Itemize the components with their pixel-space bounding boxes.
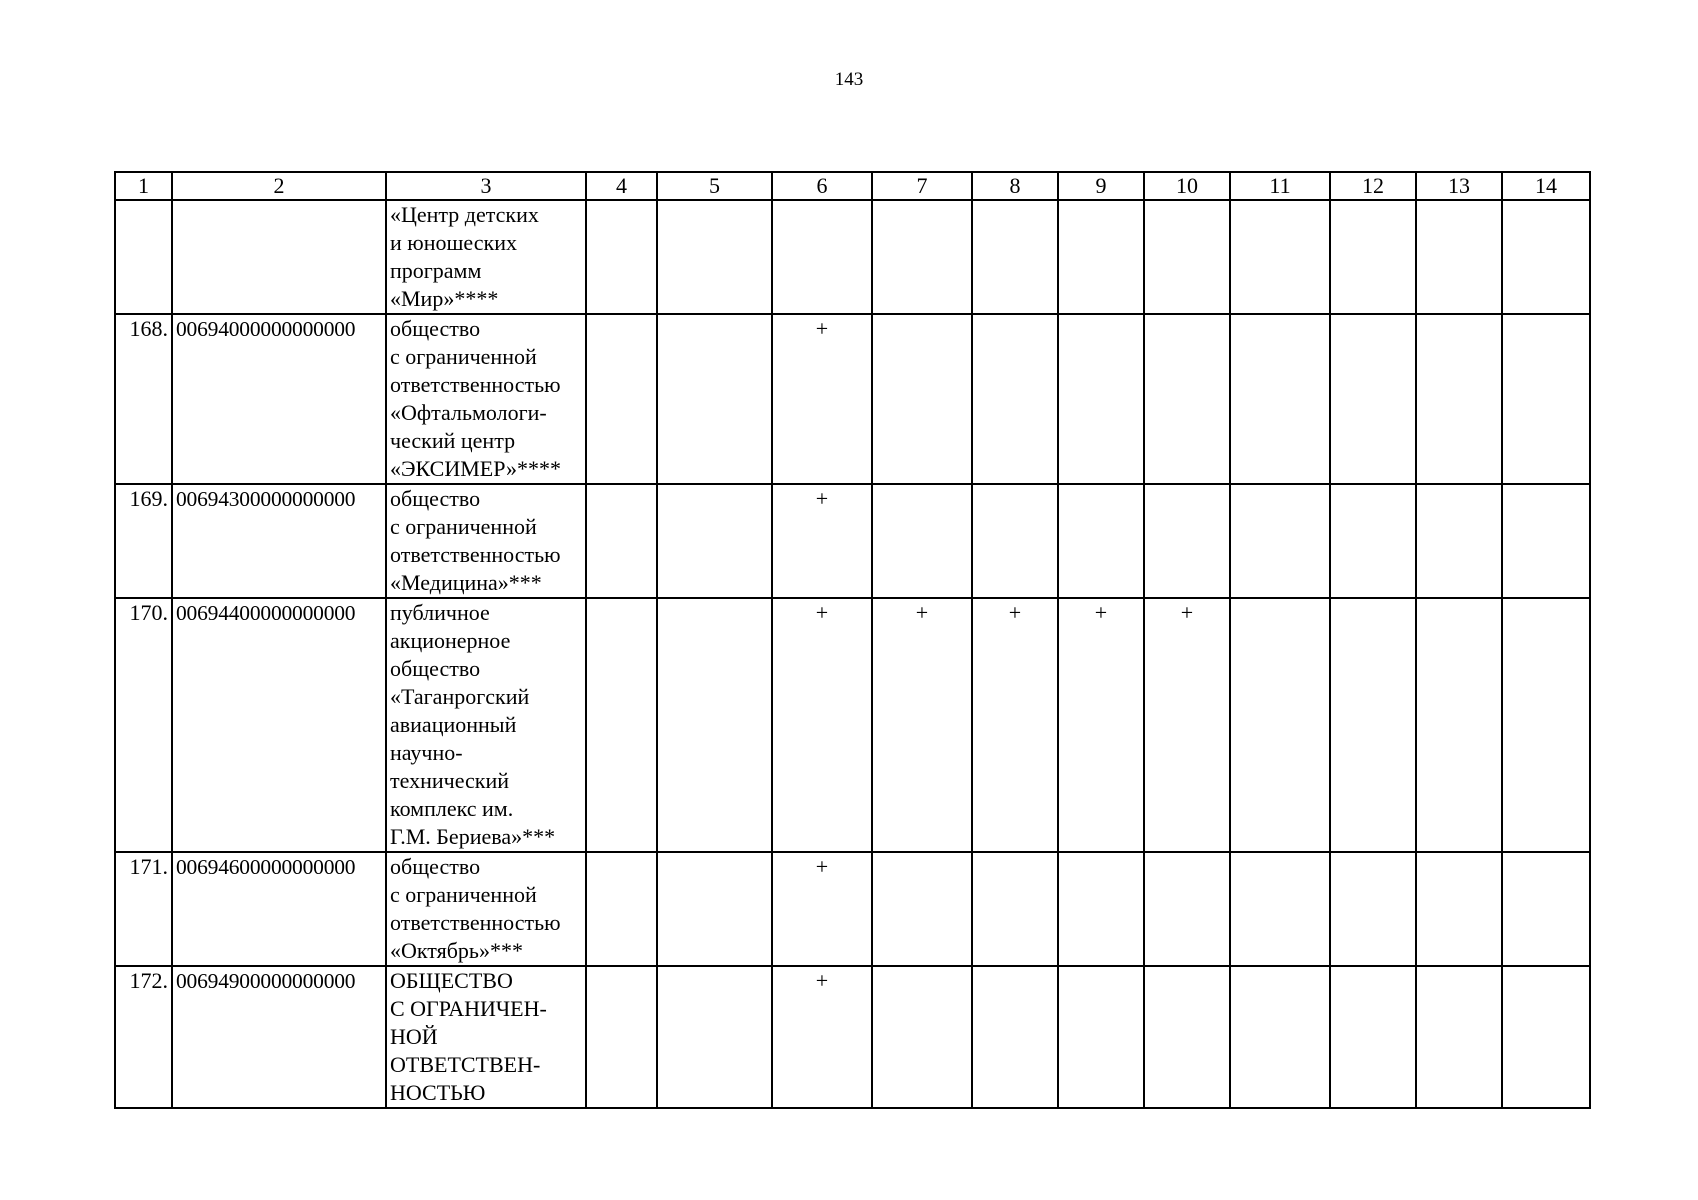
mark-cell-col-7: + xyxy=(872,598,972,852)
column-header-11: 11 xyxy=(1230,172,1330,200)
mark-cell-col-7 xyxy=(872,200,972,314)
row-number-cell: 171. xyxy=(115,852,172,966)
registry-code-cell xyxy=(172,200,386,314)
mark-cell-col-13 xyxy=(1416,314,1502,484)
mark-cell-col-10 xyxy=(1144,852,1230,966)
mark-cell-col-10 xyxy=(1144,966,1230,1108)
column-header-9: 9 xyxy=(1058,172,1144,200)
column-header-10: 10 xyxy=(1144,172,1230,200)
mark-cell-col-8 xyxy=(972,966,1058,1108)
mark-cell-col-13 xyxy=(1416,484,1502,598)
mark-cell-col-9 xyxy=(1058,852,1144,966)
mark-cell-col-14 xyxy=(1502,314,1590,484)
page-number: 143 xyxy=(834,69,864,90)
mark-cell-col-13 xyxy=(1416,200,1502,314)
registry-code-cell: 00694300000000000 xyxy=(172,484,386,598)
organization-name-cell: «Центр детских и юношеских программ «Мир»**** xyxy=(386,200,586,314)
mark-cell-col-4 xyxy=(586,314,657,484)
organization-name-cell: ОБЩЕСТВО С ОГРАНИЧЕН- НОЙ ОТВЕТСТВЕН- НОСТЬЮ xyxy=(386,966,586,1108)
column-header-7: 7 xyxy=(872,172,972,200)
mark-cell-col-7 xyxy=(872,314,972,484)
mark-cell-col-11 xyxy=(1230,598,1330,852)
mark-cell-col-12 xyxy=(1330,200,1416,314)
mark-cell-col-8 xyxy=(972,200,1058,314)
mark-cell-col-4 xyxy=(586,200,657,314)
mark-cell-col-6: + xyxy=(772,966,872,1108)
mark-cell-col-12 xyxy=(1330,598,1416,852)
mark-cell-col-11 xyxy=(1230,200,1330,314)
mark-cell-col-10 xyxy=(1144,484,1230,598)
mark-cell-col-9 xyxy=(1058,314,1144,484)
mark-cell-col-5 xyxy=(657,852,772,966)
mark-cell-col-7 xyxy=(872,966,972,1108)
mark-cell-col-4 xyxy=(586,966,657,1108)
mark-cell-col-6 xyxy=(772,200,872,314)
column-header-13: 13 xyxy=(1416,172,1502,200)
mark-cell-col-4 xyxy=(586,598,657,852)
mark-cell-col-12 xyxy=(1330,852,1416,966)
mark-cell-col-11 xyxy=(1230,852,1330,966)
registry-table xyxy=(114,171,1591,1109)
table-row xyxy=(115,852,1590,966)
table-row xyxy=(115,200,1590,314)
mark-cell-col-6: + xyxy=(772,598,872,852)
column-header-8: 8 xyxy=(972,172,1058,200)
mark-cell-col-7 xyxy=(872,484,972,598)
column-header-14: 14 xyxy=(1502,172,1590,200)
mark-cell-col-8 xyxy=(972,484,1058,598)
mark-cell-col-10 xyxy=(1144,200,1230,314)
registry-code-cell: 00694900000000000 xyxy=(172,966,386,1108)
mark-cell-col-12 xyxy=(1330,966,1416,1108)
mark-cell-col-5 xyxy=(657,484,772,598)
mark-cell-col-14 xyxy=(1502,484,1590,598)
table-row xyxy=(115,314,1590,484)
column-header-3: 3 xyxy=(386,172,586,200)
organization-name-cell: общество с ограниченной ответственностью «Офтальмологи- ческий центр «ЭКСИМЕР»**** xyxy=(386,314,586,484)
organization-name-cell: публичное акционерное общество «Таганрогский авиационный научно- технический комплекс им. Г.М. Бериева»*** xyxy=(386,598,586,852)
mark-cell-col-13 xyxy=(1416,598,1502,852)
column-header-1: 1 xyxy=(115,172,172,200)
organization-name-cell: общество с ограниченной ответственностью «Октябрь»*** xyxy=(386,852,586,966)
mark-cell-col-14 xyxy=(1502,200,1590,314)
row-number-cell: 169. xyxy=(115,484,172,598)
mark-cell-col-9 xyxy=(1058,484,1144,598)
mark-cell-col-6: + xyxy=(772,484,872,598)
mark-cell-col-11 xyxy=(1230,484,1330,598)
column-header-4: 4 xyxy=(586,172,657,200)
table-row xyxy=(115,598,1590,852)
mark-cell-col-10: + xyxy=(1144,598,1230,852)
mark-cell-col-11 xyxy=(1230,314,1330,484)
table-row xyxy=(115,484,1590,598)
mark-cell-col-14 xyxy=(1502,966,1590,1108)
mark-cell-col-4 xyxy=(586,484,657,598)
mark-cell-col-12 xyxy=(1330,314,1416,484)
registry-code-cell: 00694400000000000 xyxy=(172,598,386,852)
mark-cell-col-7 xyxy=(872,852,972,966)
mark-cell-col-14 xyxy=(1502,852,1590,966)
mark-cell-col-8: + xyxy=(972,598,1058,852)
column-header-6: 6 xyxy=(772,172,872,200)
row-number-cell: 168. xyxy=(115,314,172,484)
mark-cell-col-6: + xyxy=(772,314,872,484)
mark-cell-col-14 xyxy=(1502,598,1590,852)
mark-cell-col-12 xyxy=(1330,484,1416,598)
row-number-cell: 170. xyxy=(115,598,172,852)
mark-cell-col-13 xyxy=(1416,852,1502,966)
mark-cell-col-5 xyxy=(657,598,772,852)
mark-cell-col-5 xyxy=(657,314,772,484)
row-number-cell: 172. xyxy=(115,966,172,1108)
mark-cell-col-5 xyxy=(657,966,772,1108)
mark-cell-col-8 xyxy=(972,852,1058,966)
mark-cell-col-11 xyxy=(1230,966,1330,1108)
header-row xyxy=(115,172,1590,200)
table-row xyxy=(115,966,1590,1108)
mark-cell-col-13 xyxy=(1416,966,1502,1108)
mark-cell-col-4 xyxy=(586,852,657,966)
registry-code-cell: 00694600000000000 xyxy=(172,852,386,966)
column-header-12: 12 xyxy=(1330,172,1416,200)
mark-cell-col-9 xyxy=(1058,966,1144,1108)
mark-cell-col-9 xyxy=(1058,200,1144,314)
table-body xyxy=(115,172,1590,1108)
column-header-5: 5 xyxy=(657,172,772,200)
mark-cell-col-10 xyxy=(1144,314,1230,484)
row-number-cell xyxy=(115,200,172,314)
mark-cell-col-9: + xyxy=(1058,598,1144,852)
registry-code-cell: 00694000000000000 xyxy=(172,314,386,484)
mark-cell-col-8 xyxy=(972,314,1058,484)
column-header-2: 2 xyxy=(172,172,386,200)
organization-name-cell: общество с ограниченной ответственностью «Медицина»*** xyxy=(386,484,586,598)
mark-cell-col-6: + xyxy=(772,852,872,966)
mark-cell-col-5 xyxy=(657,200,772,314)
